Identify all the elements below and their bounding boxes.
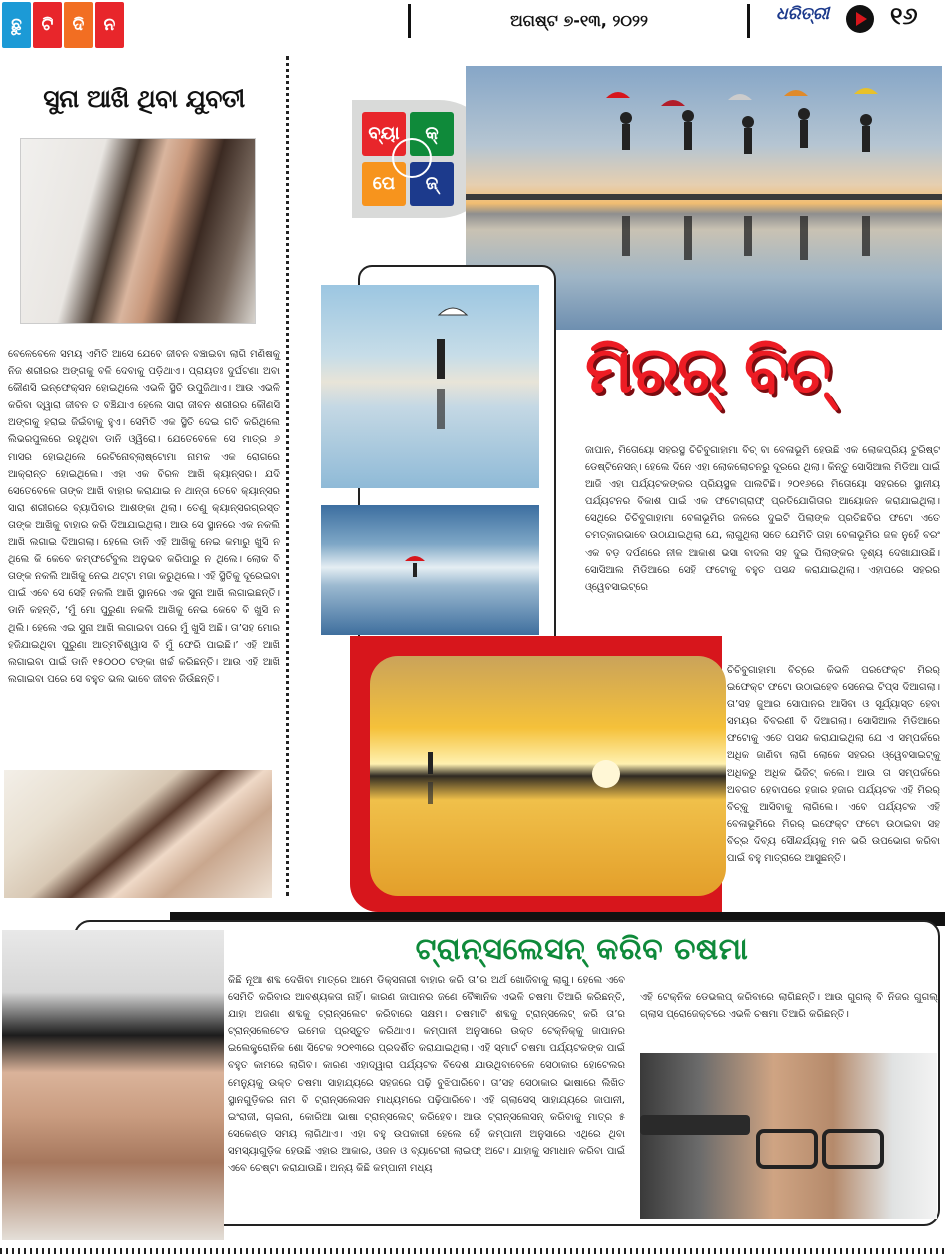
footer-rule	[0, 1248, 945, 1254]
golden-sunset-beach-photo	[370, 656, 726, 896]
umbrella-reflection-photo	[321, 285, 539, 488]
woman-portrait-photo	[20, 138, 256, 324]
translation-glasses-headline: ଟ୍ରାନ୍ସଲେସନ୍ କରିବ ଚଷମା	[415, 932, 749, 967]
issue-date: ଅଗଷ୍ଟ ୭-୧୩, ୨୦୨୨	[408, 4, 750, 38]
section-tile: ଦି	[64, 2, 93, 48]
badge-tile: ବ୍ୟା	[362, 112, 406, 156]
newspaper-brand: ଧରିତ୍ରୀ	[776, 4, 830, 24]
badge-tile: ପେ	[362, 162, 406, 206]
woman-photo-collage	[4, 770, 272, 898]
section-logo	[2, 2, 124, 48]
badge-ring	[392, 138, 432, 178]
badge-tile: କ୍	[410, 112, 454, 156]
mirror-beach-body-part1: ଜାପାନ, ମିତୋୟୋ ସହରସ୍ଥ ଚିଚିବୁଗାହାମା ବିଚ୍ ବା ବେଳାଭୂମି ହେଉଛି ଏକ ଲୋକପ୍ରିୟ ଟୁରିଷ୍ଟ ଡେଷ୍ଟିନେସନ୍। ହେଲେ ଦିନେ ଏହା ଲୋକଲୋଚନରୁ ଦୂରରେ ଥିଲା। କିନ୍ତୁ ସୋସିଆଲ ମିଡିଆ ପାଇଁ ଆଜି ଏହା ପର୍ଯ୍ୟଟକଙ୍କର ପ୍ରିୟସ୍ଥଳ ପାଲଟିଛି। ୨୦୧୬ରେ ମିତୋୟୋ ସହରରେ ସ୍ଥାନୀୟ ପର୍ଯ୍ୟଟନର ବିକାଶ ପାଇଁ ଏକ ଫଟୋଗ୍ରାଫ୍ ପ୍ରତିଯୋଗିତାର ଆୟୋଜନ କରାଯାଇଥିଲା। ସେଥିରେ ଚିଚିବୁଗାହାମା ବେଳାଭୂମିର ଜଳରେ ଦୁଇଟି ପିଲାଙ୍କ ପ୍ରତିଛବିର ଫଟୋ ଏତେ ଚମତ୍କାରଭାବେ ଉଠାଯାଇଥିଲା ଯେ, ଲାଗୁଥିଲା ସତେ ଯେମିତି ତାହା ବେଳାଭୂମିର ଜଳ ନୁହେଁ ବରଂ ଏକ ବଡ଼ ଦର୍ପଣରେ ନୀଳ ଆକାଶ ଭସା ବାଦଲ ସହ ଦୁଇ ପିଲାଙ୍କର ଦୃଶ୍ୟ ଦେଖାଯାଉଛି। ସୋସିଆଲ ମିଡିଆରେ ସେହି ଫଟୋକୁ ବହୁତ ପସନ୍ଦ କରାଯାଇଥିଲା। ଏହାପରେ ସହରର ଓ୍ୱେବସାଇଟ୍‌ରେ	[585, 445, 940, 593]
woman-with-glasses-photo	[2, 930, 224, 1240]
play-icon	[846, 5, 874, 33]
section-tile: ଛୁ	[2, 2, 31, 48]
gold-eye-headline: ସୁନା ଆଖି ଥିବା ଯୁବତୀ	[43, 84, 245, 113]
glasses-article-body-part2: ଏହି ଟେକ୍ନିକ ଡେଭଲପ୍ କରିବାରେ ଲାଗିଛନ୍ତି। ଆଉ ଗୁଗଲ୍ ବି ନିଜର ଗୁଗଲ୍ ଗ୍ଲାସ ପ୍ରୋଜେକ୍ଟରେ ଏଭଳି ଚଷମା ତିଆରି କରିଛନ୍ତି।	[640, 992, 938, 1021]
red-umbrella-beach-photo	[321, 505, 539, 635]
man-with-smart-glasses-photo	[640, 1053, 937, 1219]
mirror-beach-body-part2: ଚିଚିବୁଗାହାମା ବିଚ୍‌ରେ କିଭଳି ପରଫେକ୍ଟ ମିରର୍ ଇଫେକ୍ଟ ଫଟୋ ଉଠାଇହେବ ସେନେଇ ଟିପ୍ସ ଦିଆଗଲା। ତା’ସହ ଜୁଆର ସୋପାନର ଆସିବା ଓ ସୂର୍ଯ୍ୟାସ୍ତ ହେବା ସମୟର ବିବରଣୀ ବି ଦିଆଗଲା। ସୋସିଆଲ ମିଡିଆରେ ଫଟୋକୁ ଏତେ ପସନ୍ଦ କରାଯାଇଥିଲା ଯେ ଏ ସମ୍ପର୍କରେ ଅଧିକ ଜାଣିବା ଲାଗି ଲୋକେ ସହରର ଓ୍ୱେବସାଇଟ୍‌କୁ ଅଧିକରୁ ଅଧିକ ଭିଜିଟ୍ କଲେ। ଆଉ ତା ସମ୍ପର୍କରେ ଅବଗତ ହେବାପରେ ହଜାର ହଜାର ପର୍ଯ୍ୟଟକ ଏହି ମିରର୍ ବିଚ୍‌କୁ ଆସିବାକୁ ଲାଗିଲେ। ଏବେ ପର୍ଯ୍ୟଟକ ଏହି ବେଳାଭୂମିରେ ମିରର୍ ଇଫେକ୍ଟ ଫଟୋ ଉଠାଇବା ସହ ବିଚ୍‌ର ଦିବ୍ୟ ସୌନ୍ଦର୍ଯ୍ୟକୁ ମନ ଭରି ଉପଭୋଗ କରିବା ପାଇଁ ବହୁ ମାତ୍ରାରେ ଆସୁଛନ୍ତି।	[727, 665, 940, 865]
page-number: ୧୬	[890, 2, 918, 30]
glasses-article-body-part1: କିଛି ନୂଆ ଶବ୍ଦ ଦେଖିବା ମାତ୍ରେ ଆମେ ଡିକ୍ସନାରୀ ବାହାର କରି ତା’ର ଅର୍ଥ ଖୋଜିବାକୁ ଲାଗୁ। ହେଲେ ଏବେ ସେମିତି କରିବାର ଆବଶ୍ୟକତା ନାହିଁ। କାରଣ ଜାପାନର ଜଣେ ବୈଜ୍ଞାନିକ ଏଭଳି ଚଷମା ତିଆରି କରିଛନ୍ତି, ଯାହା ଅଜଣା ଶବ୍ଦକୁ ଟ୍ରାନ୍ସଲେଟ କରିବାରେ ସକ୍ଷମ। ଚଷମାଟି ଶବ୍ଦକୁ ଟ୍ରାନ୍ସଲେଟ୍ କରି ତା’ର ଟ୍ରାନ୍ସଲେଟେଡ ଇମେଜ ପ୍ରସ୍ତୁତ କରିଥାଏ। କମ୍ପାନୀ ଅନୁସାରେ ଉକ୍ତ ଟେକ୍ନିକ୍‌କୁ ଜାପାନର ଇଲେକ୍ଟ୍ରୋନିକ ଶୋ ସିଟେକ ୨୦୧୩ରେ ପ୍ରଦର୍ଶିତ କରାଯାଇଥିଲା। ଏହି ସ୍ମାର୍ଟ ଚଷମା ପର୍ଯ୍ୟଟକଙ୍କ ପାଇଁ ବହୁତ କାମରେ ଲାଗିବ। କାରଣ ଏହାଦ୍ୱାରା ପର୍ଯ୍ୟଟକ ବିଦେଶ ଯାଉଥିବାବେଳେ ସେଠାକାର ହୋଟେଲର ମେନ୍ୟୁକୁ ଉକ୍ତ ଚଷମା ସାହାଯ୍ୟରେ ସହଜରେ ପଢ଼ି ବୁଝିପାରିବେ। ତା’ସହ ସେଠାକାର ଭାଷାରେ ଲିଖିତ ସ୍ଥାନଗୁଡ଼ିକର ନାମ ବି ଟ୍ରାନ୍ସଲେସନ ମାଧ୍ୟମରେ ପଢ଼ିପାରିବେ। ଏହି ଗ୍ଲାସେସ୍ ସାହାଯ୍ୟରେ ଜାପାନୀ, ଇଂରାଜୀ, ଚାଇନା, କୋରିଆ ଭାଷା ଟ୍ରାନ୍ସଲେଟ୍ କରିହେବ। ଆଉ ଟ୍ରାନ୍ସଲେସନ୍ କରିବାକୁ ମାତ୍ର ୫ ସେକେଣ୍ଡ ସମୟ ଲାଗିଥାଏ। ଏହା ବହୁ ଉପକାରୀ ହେଲେ ହେଁ କମ୍ପାନୀ ଅନୁସାରେ ଏଥିରେ ଥିବା ସମସ୍ୟାଗୁଡ଼ିକ ହେଉଛି ଏହାର ଆକାର, ଓଜନ ଓ ବ୍ୟାଟେରୀ ଲାଇଫ୍ ଅଟେ। ଯାହାକୁ ସମାଧାନ କରିବା ପାଇଁ ଏବେ ଚେଷ୍ଟା କରାଯାଉଛି। ଅନ୍ୟ କିଛି କମ୍ପାନୀ ମଧ୍ୟ	[228, 975, 625, 1175]
gold-eye-article-body: ବେଳେବେଳେ ସମୟ ଏମିତି ଆସେ ଯେବେ ଜୀବନ ବଞ୍ଚାଇବା ଲାଗି ମଣିଷକୁ ନିଜ ଶରୀରର ଅଙ୍ଗକୁ ବଳି ଦେବାକୁ ପଡ଼ିଥାଏ। ପ୍ରାୟତଃ ଦୁର୍ଘଟଣା ଅବା କୌଣସି ଇନ୍‌ଫେକ୍ସନ ହୋଇଥିଲେ ଏଭଳି ସ୍ଥିତି ଉପୁଜିଥାଏ। ଆଉ ଏଭଳି କରିବା ଦ୍ୱାରା ଜୀବନ ତ ବଞ୍ଚିଯାଏ ହେଲେ ସାରା ଜୀବନ ଶରୀରର କୌଣସି ଅଙ୍ଗକୁ ହରାଇ ଜିଇଁବାକୁ ହୁଏ। ସେମିତି ଏକ ସ୍ଥିତି ଦେଇ ଗତି କରିଥିଲେ ଲିଭରପୁଲରେ ରହୁଥିବା ଡାନି ଓ୍ୱିରୋ। ଯେତେବେଳେ ସେ ମାତ୍ର ୬ ମାସର ହୋଇଥିଲେ ରେଟିନୋବ୍ଲାଷ୍ଟୋମା ନାମକ ଏକ ରୋଗରେ ଆକ୍ରାନ୍ତ ହୋଇଥିଲେ। ଏହା ଏକ ବିରଳ ଆଖି କ୍ୟାନ୍ସର। ଯଦି ସେତେବେଳେ ତାଙ୍କ ଆଖି ବାହାର କରାଯାଇ ନ ଥାନ୍ତା ତେବେ କ୍ୟାନ୍ସର ସାରା ଶରୀରରେ ବ୍ୟାପିବାର ଆଶଙ୍କା ଥିଲା। ତେଣୁ କ୍ୟାନ୍ସରଗ୍ରସ୍ତ ତାଙ୍କ ଆଖିକୁ ବାହାର କରି ଦିଆଯାଇଥିଲା। ଆଉ ସେ ସ୍ଥାନରେ ଏକ ନକଲି ଆଖି ଲଗାଇ ଦିଆଗଲା। ହେଲେ ଡାନି ଏହି ଆଖିକୁ ନେଇ କମାରୁ ଖୁସି ନ ଥିଲେ କି କେବେ କମ୍ଫର୍ଟେବୁଲ ଅନୁଭବ କରିପାରୁ ନ ଥିଲେ। ଲୋକ ବି ତାଙ୍କ ନକଲି ଆଖିକୁ ନେଇ ଥଟ୍ଟା ମଜା କରୁଥିଲେ। ଏହି ସ୍ଥିତିକୁ ଦୂରେଇବା ପାଇଁ ଏବେ ସେ ସେହି ନକଲି ଆଖି ସ୍ଥାନରେ ଏକ ସୁନା ଆଖି ଲଗାଇଛନ୍ତି। ଡାନି କହନ୍ତି, ‘ମୁଁ ମୋ ପୁରୁଣା ନକଲି ଆଖିକୁ ନେଇ କେବେ ବି ଖୁସି ନ ଥିଲି। ହେଲେ ଏଇ ସୁନା ଆଖି ଲଗାଇବା ପରେ ମୁଁ ଖୁସି ଅଛି। ତା’ସହ ମୋର ହଜିଯାଇଥିବା ପୁରୁଣା ଆତ୍ମବିଶ୍ୱାସ ବି ମୁଁ ଫେରି ପାଇଛି।’ ଏହି ଆଖି ଲଗାଇବା ପାଇଁ ଡାନି ୧୫୦୦୦ ଟଙ୍କା ଖର୍ଚ୍ଚ କରିଛନ୍ତି। ଆଉ ଏହି ଆଖି ଲଗାଇବା ପରେ ସେ ବହୁତ ଭଲ ଭାବେ ଜୀବନ ଜିଉଁଛନ୍ତି।	[8, 349, 280, 685]
column-divider	[286, 56, 289, 896]
section-tile: ନ	[95, 2, 124, 48]
mirror-beach-headline: ମିରର୍ ବିଚ୍	[585, 334, 830, 408]
masthead	[0, 0, 945, 50]
section-tile: ଟି	[33, 2, 62, 48]
badge-tile: ଜ୍	[410, 162, 454, 206]
